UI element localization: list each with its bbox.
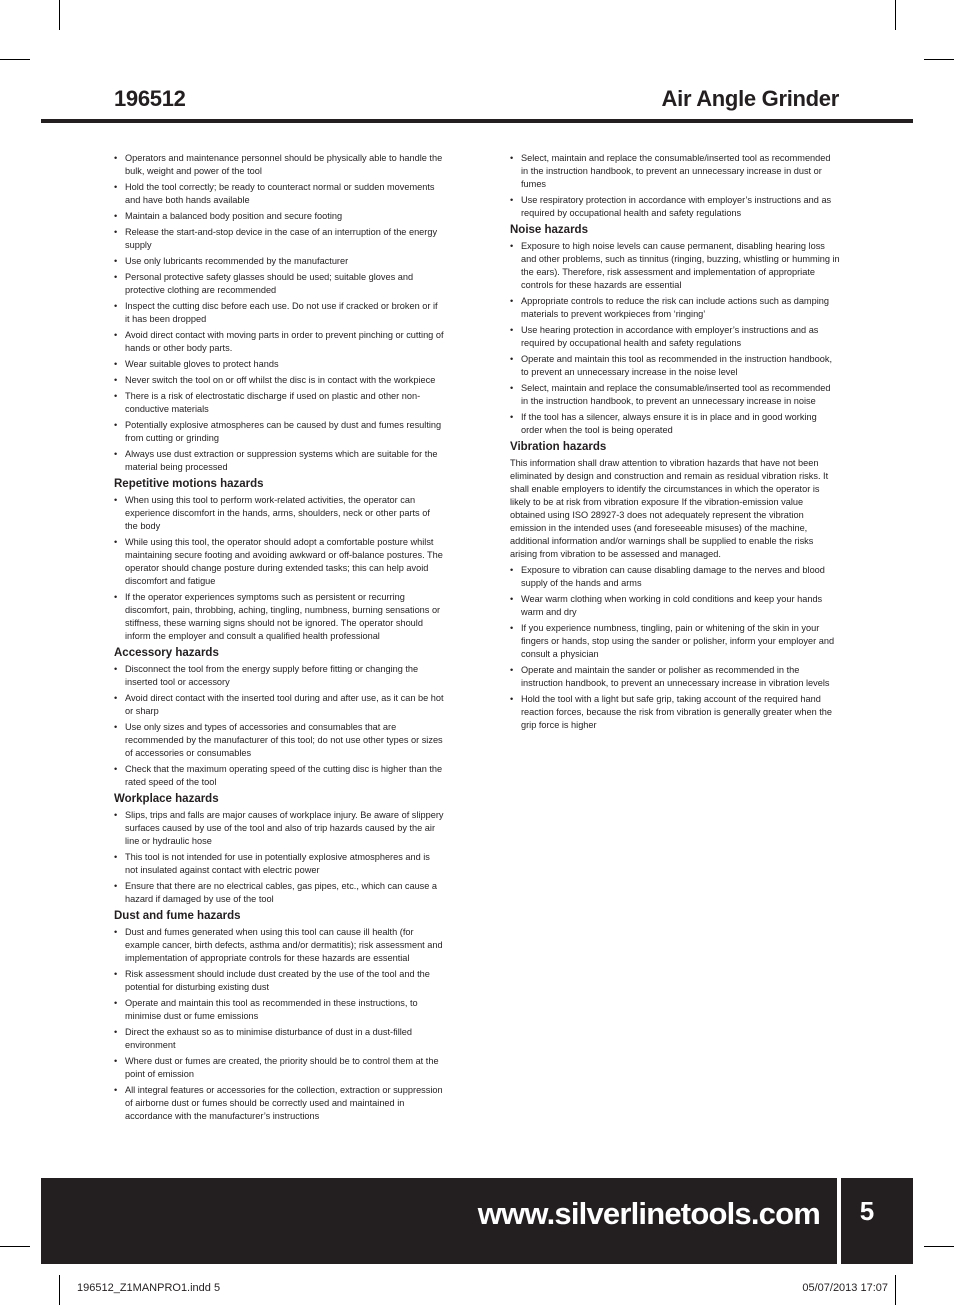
bullet-item: • There is a risk of electrostatic discharge if used on plastic and other non-conductive materials: [114, 390, 444, 416]
bullet-item: • While using this tool, the operator should adopt a comfortable posture whilst maintaining secure footing and avoiding awkward or off-balance postures. The operator should change posture during extended tasks; this can help avoid discomfort and fatigue: [114, 536, 444, 588]
bullet-item: • Always use dust extraction or suppression systems which are suitable for the material being processed: [114, 448, 444, 474]
bullet-item: • Hold the tool correctly; be ready to counteract normal or sudden movements and have both hands available: [114, 181, 444, 207]
crop-mark: [0, 59, 30, 60]
bullet-list: [510, 152, 840, 220]
bullet-list: [114, 663, 444, 789]
crop-mark: [895, 0, 896, 30]
hazard-section: [114, 792, 444, 906]
bullet-list: [114, 152, 444, 474]
left-column: [114, 152, 444, 1126]
crop-mark: [895, 1275, 896, 1305]
bullet-item: • Use only sizes and types of accessories and consumables that are recommended by the manufacturer of this tool; do not use other types or sizes of accessories or consumables: [114, 721, 444, 760]
bullet-item: • Release the start-and-stop device in the case of an interruption of the energy supply: [114, 226, 444, 252]
bullet-item: • Ensure that there are no electrical cables, gas pipes, etc., which can cause a hazard if damaged by use of the tool: [114, 880, 444, 906]
bullet-item: • Use only lubricants recommended by the manufacturer: [114, 255, 444, 268]
hazard-section: [510, 223, 840, 437]
footer-bar: [41, 1178, 913, 1264]
bullet-item: • Use respiratory protection in accordance with employer’s instructions and as required by occupational health and safety regulations: [510, 194, 840, 220]
section-paragraph: This information shall draw attention to vibration hazards that have not been eliminated by design and construction and remain as residual vibration risks. It shall enable employers to identify the circumstances in which the operator is likely to be at risk from vibration exposure If the vibration-emission value obtained using ISO 28927-3 does not adequately represent the vibration emission in the intended uses (and foreseeable misuses) of the machine, additional information and/or warnings shall be supplied to enable the risks arising from vibration to be assessed and managed.: [510, 458, 829, 559]
bullet-item: • Slips, trips and falls are major causes of workplace injury. Be aware of slippery surfaces caused by use of the tool and also of trip hazards caused by the air line or hydraulic hose: [114, 809, 444, 848]
bullet-item: • Wear suitable gloves to protect hands: [114, 358, 444, 371]
section-heading: Noise hazards: [510, 224, 588, 236]
bullet-item: • Use hearing protection in accordance with employer’s instructions and as required by occupational health and safety regulations: [510, 324, 840, 350]
slug-datetime: 05/07/2013 17:07: [802, 1282, 888, 1294]
page-number: 5: [859, 1196, 875, 1226]
bullet-item: • Risk assessment should include dust created by the use of the tool and the potential for disturbing existing dust: [114, 968, 444, 994]
bullet-item: • Personal protective safety glasses should be used; suitable gloves and protective clothing are recommended: [114, 271, 444, 297]
section-heading: Accessory hazards: [114, 647, 219, 659]
bullet-list: [114, 926, 444, 1123]
bullet-item: • Check that the maximum operating speed of the cutting disc is higher than the rated speed of the tool: [114, 763, 444, 789]
bullet-item: • Operate and maintain this tool as recommended in these instructions, to minimise dust or fume emissions: [114, 997, 444, 1023]
bullet-item: • This tool is not intended for use in potentially explosive atmospheres and is not insulated against contact with electric power: [114, 851, 444, 877]
bullet-item: • Operate and maintain this tool as recommended in the instruction handbook, to prevent an unnecessary increase in the noise level: [510, 353, 840, 379]
bullet-item: • When using this tool to perform work-related activities, the operator can experience discomfort in the hands, arms, shoulders, neck or other parts of the body: [114, 494, 444, 533]
crop-mark: [924, 1246, 954, 1247]
hazard-section: [510, 440, 840, 732]
bullet-item: • Exposure to high noise levels can cause permanent, disabling hearing loss and other problems, such as tinnitus (ringing, buzzing, whistling or humming in the ears). Therefore, risk assessment and implementation of appropriate controls for these hazards are essential: [510, 240, 840, 292]
bullet-list: [114, 494, 444, 643]
bullet-item: • Select, maintain and replace the consumable/inserted tool as recommended in the instruction handbook, to prevent an unnecessary increase in dust or fumes: [510, 152, 840, 191]
hazard-section: [510, 152, 840, 220]
header-divider: [41, 119, 913, 123]
slug-filename: 196512_Z1MANPRO1.indd 5: [77, 1282, 221, 1294]
hazard-section: [114, 152, 444, 474]
bullet-item: • Potentially explosive atmospheres can be caused by dust and fumes resulting from cutting or grinding: [114, 419, 444, 445]
model-number: 196512: [114, 86, 186, 111]
section-heading: Workplace hazards: [114, 793, 219, 805]
bullet-list: [510, 240, 840, 437]
website-url[interactable]: www.silverlinetools.com: [477, 1196, 820, 1231]
bullet-item: • Inspect the cutting disc before each use. Do not use if cracked or broken or if it has been dropped: [114, 300, 444, 326]
product-title: Air Angle Grinder: [661, 86, 839, 111]
section-heading: Dust and fume hazards: [114, 910, 241, 922]
crop-mark: [924, 59, 954, 60]
bullet-item: • Avoid direct contact with moving parts in order to prevent pinching or cutting of hands or other body parts.: [114, 329, 444, 355]
bullet-item: • Where dust or fumes are created, the priority should be to control them at the point of emission: [114, 1055, 444, 1081]
bullet-item: • If you experience numbness, tingling, pain or whitening of the skin in your fingers or hands, stop using the sander or polisher, inform your employer and consult a physician: [510, 622, 840, 661]
bullet-item: • Select, maintain and replace the consumable/inserted tool as recommended in the instruction handbook, to prevent an unnecessary increase in noise: [510, 382, 840, 408]
bullet-item: • Never switch the tool on or off whilst the disc is in contact with the workpiece: [114, 374, 444, 387]
bullet-item: • If the tool has a silencer, always ensure it is in place and in good working order when the tool is being operated: [510, 411, 840, 437]
bullet-item: • Disconnect the tool from the energy supply before fitting or changing the inserted tool or accessory: [114, 663, 444, 689]
bullet-list: [510, 564, 840, 732]
bullet-item: • Avoid direct contact with the inserted tool during and after use, as it can be hot or sharp: [114, 692, 444, 718]
hazard-section: [114, 477, 444, 643]
bullet-list: [114, 809, 444, 906]
bullet-item: • Operators and maintenance personnel should be physically able to handle the bulk, weight and power of the tool: [114, 152, 444, 178]
crop-mark: [59, 0, 60, 30]
bullet-item: • Operate and maintain the sander or polisher as recommended in the instruction handbook, to prevent an unnecessary increase in vibration levels: [510, 664, 840, 690]
hazard-section: [114, 646, 444, 789]
bullet-item: • If the operator experiences symptoms such as persistent or recurring discomfort, pain, throbbing, aching, tingling, numbness, burning sensations or stiffness, these warning signs should not be ignored. The operator should inform the employer and consult a qualified health professional: [114, 591, 444, 643]
bullet-item: • Maintain a balanced body position and secure footing: [114, 210, 444, 223]
section-heading: Repetitive motions hazards: [114, 478, 264, 490]
section-heading: Vibration hazards: [510, 441, 607, 453]
right-column: [510, 152, 840, 735]
crop-mark: [0, 1246, 30, 1247]
bullet-item: • Dust and fumes generated when using this tool can cause ill health (for example cancer, birth defects, asthma and/or dermatitis); risk assessment and implementation of appropriate controls for these hazards are essential: [114, 926, 444, 965]
hazard-section: [114, 909, 444, 1123]
bullet-item: • Appropriate controls to reduce the risk can include actions such as damping materials to prevent workpieces from ‘ringing’: [510, 295, 840, 321]
bullet-item: • Wear warm clothing when working in cold conditions and keep your hands warm and dry: [510, 593, 840, 619]
bullet-item: • Exposure to vibration can cause disabling damage to the nerves and blood supply of the hands and arms: [510, 564, 840, 590]
crop-mark: [59, 1275, 60, 1305]
bullet-item: • Hold the tool with a light but safe grip, taking account of the required hand reaction forces, because the risk from vibration is generally greater when the grip force is higher: [510, 693, 840, 732]
bullet-item: • All integral features or accessories for the collection, extraction or suppression of airborne dust or fumes should be correctly used and maintained in accordance with the manufacturer’s instructions: [114, 1084, 444, 1123]
bullet-item: • Direct the exhaust so as to minimise disturbance of dust in a dust-filled environment: [114, 1026, 444, 1052]
